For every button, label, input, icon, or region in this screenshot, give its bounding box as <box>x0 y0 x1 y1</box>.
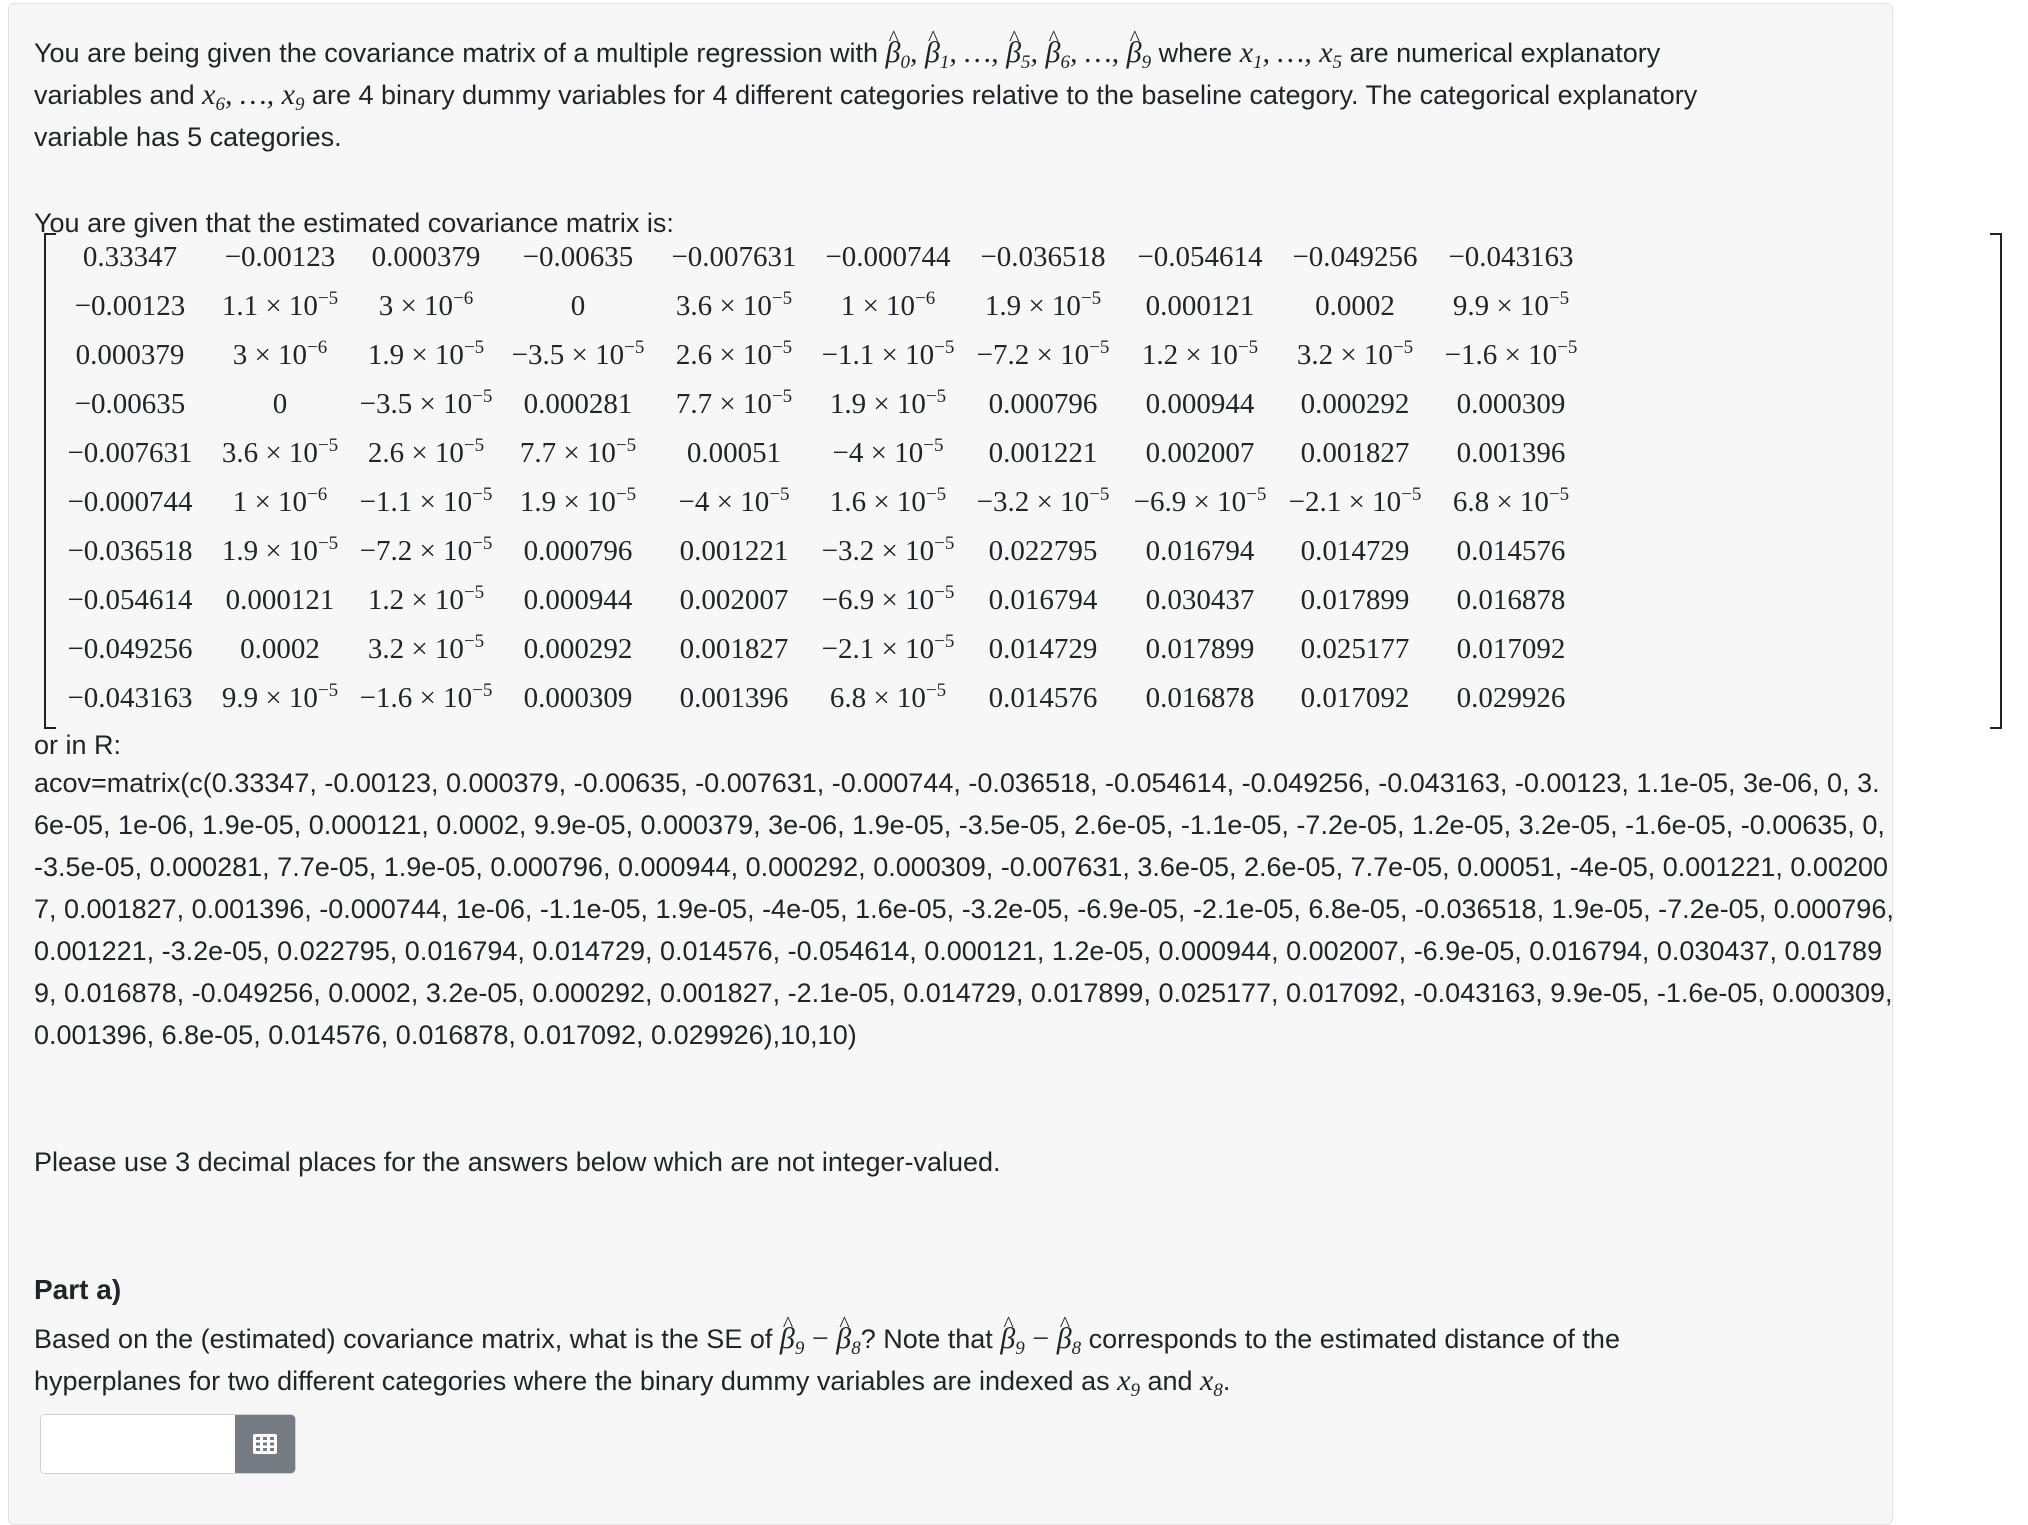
matrix-cell: $1.2 \times 10^{-5}$ <box>367 582 485 616</box>
matrix-cell: −0.036518 <box>67 535 193 567</box>
matrix-row <box>50 674 1994 722</box>
matrix-cell: $7.7 \times 10^{-5}$ <box>675 386 793 420</box>
matrix-cell: $1.1 \times 10^{-5}$ <box>221 288 339 322</box>
matrix-cell: −0.054614 <box>1137 241 1263 273</box>
matrix-cell: 0.001827 <box>1300 437 1410 469</box>
matrix-cell: 0.017899 <box>1300 584 1410 616</box>
matrix-cell: −0.00635 <box>522 241 634 273</box>
matrix-cell: $7.7 \times 10^{-5}$ <box>519 435 637 469</box>
matrix-cell: 0.025177 <box>1300 633 1410 665</box>
matrix-cell: −0.00123 <box>224 241 336 273</box>
matrix-cell: $3.6 \times 10^{-5}$ <box>221 435 339 469</box>
matrix-cell: 0.001827 <box>679 633 789 665</box>
matrix-cell: −0.000744 <box>67 486 193 518</box>
matrix-cell: 0.000796 <box>988 388 1098 420</box>
matrix-cell: 0.00051 <box>686 437 782 469</box>
matrix-cell: 0.002007 <box>679 584 789 616</box>
matrix-cell: 0.016794 <box>1145 535 1255 567</box>
matrix-row <box>50 233 1994 281</box>
matrix-cell: 0.000796 <box>523 535 633 567</box>
or-in-r-label: or in R: <box>34 730 122 760</box>
matrix-cell: $9.9 \times 10^{-5}$ <box>1452 288 1570 322</box>
matrix-cell: $-3.5 \times 10^{-5}$ <box>511 337 645 371</box>
matrix-cell: $-4 \times 10^{-5}$ <box>832 435 944 469</box>
matrix-cell: 0.022795 <box>988 535 1098 567</box>
matrix-cell: −0.054614 <box>67 584 193 616</box>
matrix-cell: 0.000281 <box>523 388 633 420</box>
matrix-cell: $3 \times 10^{-6}$ <box>378 288 474 322</box>
matrix-cell: −0.049256 <box>1292 241 1418 273</box>
part-a-title: Part a) <box>34 1274 122 1305</box>
matrix-cell: −0.049256 <box>67 633 193 665</box>
matrix-row <box>50 625 1994 673</box>
part-a-question-line-2: hyperplanes for two different categories where the binary dummy variables are indexed as $x_9$ and $x_8$. <box>34 1364 1231 1401</box>
matrix-cell: $1.9 \times 10^{-5}$ <box>519 484 637 518</box>
matrix-cell: 0 <box>272 388 288 420</box>
matrix-cell: 0.000379 <box>371 241 481 273</box>
matrix-cell: 0.016878 <box>1145 682 1255 714</box>
matrix-cell: $6.8 \times 10^{-5}$ <box>829 680 947 714</box>
matrix-cell: $3.6 \times 10^{-5}$ <box>675 288 793 322</box>
decimals-note: Please use 3 decimal places for the answers below which are not integer-valued. <box>34 1147 1001 1177</box>
matrix-cell: 0.014576 <box>1456 535 1566 567</box>
matrix-cell: −0.00635 <box>74 388 186 420</box>
matrix-cell: 0.014576 <box>988 682 1098 714</box>
matrix-cell: 0.0002 <box>240 633 320 665</box>
intro-line-2: variables and $x_6$, …, $x_9$ are 4 binary dummy variables for 4 different categories relative to the baseline category. The categorical explanatory <box>34 78 1698 115</box>
matrix-row <box>50 380 1994 428</box>
matrix-cell: 0.33347 <box>82 241 178 273</box>
matrix-cell: 0.017092 <box>1456 633 1566 665</box>
covariance-matrix <box>50 233 1994 725</box>
matrix-row <box>50 282 1994 330</box>
matrix-cell: $3 \times 10^{-6}$ <box>232 337 328 371</box>
matrix-cell: −0.007631 <box>671 241 797 273</box>
matrix-cell: $1.2 \times 10^{-5}$ <box>1141 337 1259 371</box>
intro-line-1: You are being given the covariance matrix of a multiple regression with ^ $\beta_0$, ^ $\beta_1$, …, ^ $\beta_5$, ^ $\beta_6$, …, ^ $\beta_9$ where $x_1$, …, $x_5$ are numerical explanatory <box>34 32 1660 74</box>
matrix-cell: 0.014729 <box>988 633 1098 665</box>
matrix-cell: 0 <box>570 290 586 322</box>
matrix-cell: $9.9 \times 10^{-5}$ <box>221 680 339 714</box>
matrix-cell: $-2.1 \times 10^{-5}$ <box>821 631 955 665</box>
matrix-cell: $1.6 \times 10^{-5}$ <box>829 484 947 518</box>
part-a-question-line-1: Based on the (estimated) covariance matrix, what is the SE of ^ $\beta_9$ − ^ $\beta_8$? Note that ^ $\beta_9$ − ^ $\beta_8$ corresponds to the estimated distance of the <box>34 1318 1620 1360</box>
matrix-row <box>50 527 1994 575</box>
matrix-cell: $1 \times 10^{-6}$ <box>232 484 328 518</box>
matrix-cell: $-1.6 \times 10^{-5}$ <box>359 680 493 714</box>
matrix-cell: $3.2 \times 10^{-5}$ <box>367 631 485 665</box>
matrix-cell: 0.000121 <box>1145 290 1255 322</box>
matrix-cell: 0.029926 <box>1456 682 1566 714</box>
matrix-cell: 0.016794 <box>988 584 1098 616</box>
matrix-cell: 0.001396 <box>1456 437 1566 469</box>
intro-line-3: variable has 5 categories. <box>34 122 342 152</box>
matrix-cell: $3.2 \times 10^{-5}$ <box>1296 337 1414 371</box>
matrix-cell: $-3.2 \times 10^{-5}$ <box>821 533 955 567</box>
matrix-row <box>50 331 1994 379</box>
matrix-cell: $6.8 \times 10^{-5}$ <box>1452 484 1570 518</box>
matrix-cell: $2.6 \times 10^{-5}$ <box>367 435 485 469</box>
matrix-cell: $1.9 \times 10^{-5}$ <box>367 337 485 371</box>
matrix-cell: $-3.5 \times 10^{-5}$ <box>359 386 493 420</box>
matrix-cell: $-7.2 \times 10^{-5}$ <box>976 337 1110 371</box>
matrix-cell: 0.000379 <box>75 339 185 371</box>
matrix-cell: 0.030437 <box>1145 584 1255 616</box>
matrix-cell: 0.000944 <box>1145 388 1255 420</box>
r-code-block: acov=matrix(c(0.33347, -0.00123, 0.000379, -0.00635, -0.007631, -0.000744, -0.036518, -0.054614, -0.049256, -0.043163, -0.00123, 1.1e-05, 3e-06, 0, 3.6e-05, 1e-06, 1.9e-05, 0.000121, 0.0002, 9.9e-05, 0.000379, 3e-06, 1.9e-05, -3.5e-05, 2.6e-05, -1.1e-05, -7.2e-05, 1.2e-05, 3.2e-05, -1.6e-05, -0.00635, 0, -3.5e-05, 0.000281, 7.7e-05, 1.9e-05, 0.000796, 0.000944, 0.000292, 0.000309, -0.007631, 3.6e-05, 2.6e-05, 7.7e-05, 0.00051, -4e-05, 0.001221, 0.002007, 0.001827, 0.001396, -0.000744, 1e-06, -1.1e-05, 1.9e-05, -4e-05, 1.6e-05, -3.2e-05, -6.9e-05, -2.1e-05, 6.8e-05, -0.036518, 1.9e-05, -7.2e-05, 0.000796, 0.001221, -3.2e-05, 0.022795, 0.016794, 0.014729, 0.014576, -0.054614, 0.000121, 1.2e-05, 0.000944, 0.002007, -6.9e-05, 0.016794, 0.030437, 0.017899, 0.016878, -0.049256, 0.0002, 3.2e-05, 0.000292, 0.001827, -2.1e-05, 0.014729, 0.017899, 0.025177, 0.017092, -0.043163, 9.9e-05, -1.6e-05, 0.000309, 0.001396, 6.8e-05, 0.014576, 0.016878, 0.017092, 0.029926),10,10) <box>34 768 1902 1050</box>
matrix-row <box>50 429 1994 477</box>
matrix-cell: $-4 \times 10^{-5}$ <box>678 484 790 518</box>
matrix-cell: 0.001396 <box>679 682 789 714</box>
matrix-cell: −0.036518 <box>980 241 1106 273</box>
matrix-cell: 0.0002 <box>1315 290 1395 322</box>
matrix-cell: $-2.1 \times 10^{-5}$ <box>1288 484 1422 518</box>
matrix-cell: −0.000744 <box>825 241 951 273</box>
matrix-cell: −0.043163 <box>1448 241 1574 273</box>
matrix-cell: $-6.9 \times 10^{-5}$ <box>821 582 955 616</box>
matrix-cell: 0.001221 <box>988 437 1098 469</box>
matrix-cell: 0.017899 <box>1145 633 1255 665</box>
matrix-cell: 0.000121 <box>225 584 335 616</box>
matrix-row <box>50 576 1994 624</box>
matrix-cell: $2.6 \times 10^{-5}$ <box>675 337 793 371</box>
matrix-cell: $-1.6 \times 10^{-5}$ <box>1444 337 1578 371</box>
matrix-cell: $-1.1 \times 10^{-5}$ <box>821 337 955 371</box>
matrix-cell: $-1.1 \times 10^{-5}$ <box>359 484 493 518</box>
matrix-cell: $-3.2 \times 10^{-5}$ <box>976 484 1110 518</box>
matrix-cell: 0.016878 <box>1456 584 1566 616</box>
matrix-cell: 0.000292 <box>523 633 633 665</box>
matrix-cell: −0.00123 <box>74 290 186 322</box>
answer-input[interactable] <box>41 1415 231 1473</box>
calculator-icon <box>252 1433 278 1455</box>
matrix-cell: −0.007631 <box>67 437 193 469</box>
answer-input-group <box>40 1414 296 1474</box>
matrix-intro-text: You are given that the estimated covariance matrix is: <box>34 208 674 238</box>
matrix-cell: $1 \times 10^{-6}$ <box>840 288 936 322</box>
matrix-cell: $1.9 \times 10^{-5}$ <box>221 533 339 567</box>
matrix-cell: $1.9 \times 10^{-5}$ <box>829 386 947 420</box>
matrix-cell: $-7.2 \times 10^{-5}$ <box>359 533 493 567</box>
matrix-row <box>50 478 1994 526</box>
matrix-cell: 0.002007 <box>1145 437 1255 469</box>
calculator-button[interactable] <box>235 1415 295 1473</box>
matrix-cell: 0.000292 <box>1300 388 1410 420</box>
matrix-cell: $1.9 \times 10^{-5}$ <box>984 288 1102 322</box>
matrix-cell: 0.000309 <box>523 682 633 714</box>
matrix-cell: $-6.9 \times 10^{-5}$ <box>1133 484 1267 518</box>
matrix-cell: 0.014729 <box>1300 535 1410 567</box>
matrix-cell: 0.001221 <box>679 535 789 567</box>
matrix-cell: 0.000309 <box>1456 388 1566 420</box>
matrix-cell: 0.017092 <box>1300 682 1410 714</box>
matrix-cell: 0.000944 <box>523 584 633 616</box>
matrix-cell: −0.043163 <box>67 682 193 714</box>
